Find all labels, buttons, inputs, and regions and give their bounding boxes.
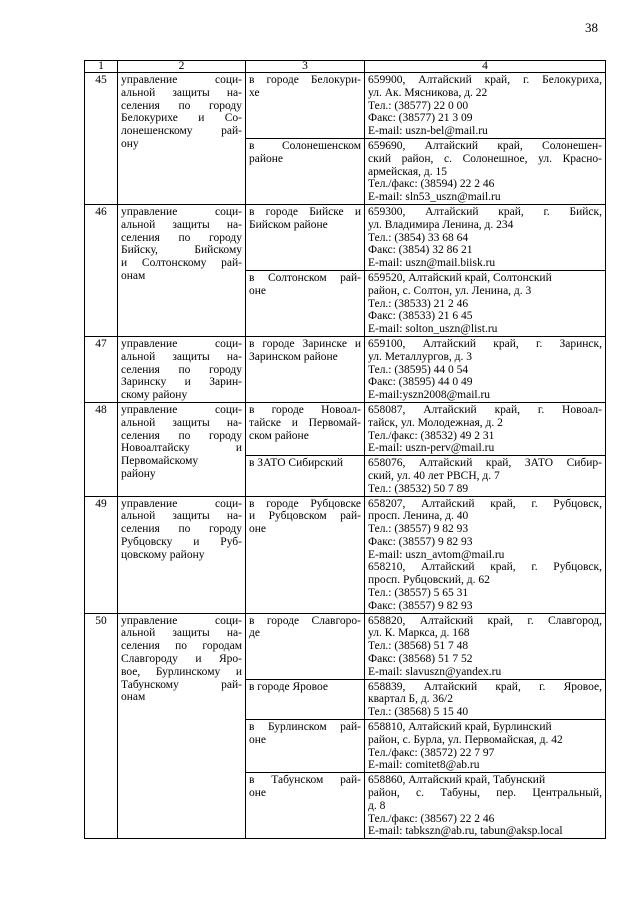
organization-line: альной защиты на- xyxy=(121,86,242,99)
location-cell xyxy=(246,720,365,773)
address-line: район, с. Бурла, ул. Первомайская, д. 42 xyxy=(368,733,563,746)
address-line: Факс: (3854) 32 86 21 xyxy=(368,244,473,257)
row-number: 50 xyxy=(85,613,118,839)
address-line: Факс: (38557) 9 82 93 xyxy=(368,535,473,548)
organization-line: управление соци- xyxy=(121,205,242,218)
organization-line: Первомайскому xyxy=(121,455,199,468)
organization-line: альной защиты на- xyxy=(121,350,242,363)
row-number: 49 xyxy=(85,496,118,613)
address-line: Тел./факс: (38572) 22 7 97 xyxy=(368,746,495,759)
organization-line: альной защиты на- xyxy=(121,510,242,523)
address-line: район, с. Солтон, ул. Ленина, д. 3 xyxy=(368,284,532,297)
address-line: д. 8 xyxy=(368,799,386,812)
organization-line: Рубцовску и Руб- xyxy=(121,535,242,548)
row-number: 47 xyxy=(85,336,118,402)
location-cell xyxy=(246,456,365,496)
header-col-3: 3 xyxy=(246,61,365,73)
organization-cell xyxy=(118,336,246,402)
address-line: Тел.: (38532) 50 7 89 xyxy=(368,482,469,495)
address-line: Тел./факс: (38532) 49 2 31 xyxy=(368,429,495,442)
organization-line: альной защиты на- xyxy=(121,218,242,231)
organization-line: Новоалтайску и xyxy=(121,442,242,455)
organization-line: альной защиты на- xyxy=(121,416,242,429)
organization-line: лонешенскому рай- xyxy=(121,125,242,138)
address-line: Тел.: (38568) 5 15 40 xyxy=(368,706,469,719)
organization-line: скому району xyxy=(121,389,188,402)
location-line: в Бурлинском рай- xyxy=(249,721,361,734)
organization-cell xyxy=(118,73,246,205)
address-line: просп. Рубцовский, д. 62 xyxy=(368,574,490,587)
header-col-1: 1 xyxy=(85,61,118,73)
address-line: Тел.: (3854) 33 68 64 xyxy=(368,231,469,244)
address-cell xyxy=(365,336,606,402)
address-line: Тел.: (38568) 51 7 48 xyxy=(368,640,469,653)
organization-line: управление соци- xyxy=(121,497,242,510)
organization-line: вое, Бурлинскому и xyxy=(121,665,242,678)
address-line: ул. Ак. Мясникова, д. 22 xyxy=(368,86,488,99)
location-line: в городе Бийске и xyxy=(249,205,361,218)
location-line: в городе Новоал- xyxy=(249,403,361,416)
address-cell xyxy=(365,613,606,679)
location-line: районе xyxy=(249,152,284,165)
location-cell xyxy=(246,73,365,139)
address-line: просп. Ленина, д. 40 xyxy=(368,510,469,523)
organization-line: цовскому району xyxy=(121,548,205,561)
address-cell xyxy=(365,73,606,139)
address-line: ский район, с. Солонешное, ул. Красно- xyxy=(368,152,602,165)
header-col-4: 4 xyxy=(365,61,606,73)
location-cell xyxy=(246,138,365,204)
organization-cell xyxy=(118,204,246,336)
address-line: 658820, Алтайский край, г. Славгород, xyxy=(368,614,602,627)
address-line: армейская, д. 15 xyxy=(368,165,447,178)
address-line: 658839, Алтайский край, г. Яровое, xyxy=(368,680,602,693)
table-row xyxy=(85,496,606,613)
organization-line: Славгороду и Яро- xyxy=(121,653,242,666)
address-cell xyxy=(365,204,606,270)
address-line: Тел.: (38577) 22 0 00 xyxy=(368,99,469,112)
location-cell xyxy=(246,613,365,679)
address-line: 659690, Алтайский край, Солонешен- xyxy=(368,139,602,152)
location-line: в городе Заринске и xyxy=(249,337,361,350)
organization-line: управление соци- xyxy=(121,74,242,86)
address-line: Тел.: (38595) 44 0 54 xyxy=(368,363,469,376)
organization-line: управление соци- xyxy=(121,403,242,416)
address-line: E-mail: solton_uszn@list.ru xyxy=(368,323,498,336)
address-line: 659100, Алтайский край, г. Заринск, xyxy=(368,337,602,350)
address-line: 659520, Алтайский край, Солтонский xyxy=(368,271,552,284)
address-line: Тел./факс: (38594) 22 2 46 xyxy=(368,178,495,191)
table-row xyxy=(85,204,606,270)
organization-line: Табунскому рай- xyxy=(121,678,242,691)
row-number: 48 xyxy=(85,402,118,496)
address-line: E-mail: uszn-bel@mail.ru xyxy=(368,125,488,138)
address-line: ул. К. Маркса, д. 168 xyxy=(368,627,470,640)
address-line: Факс: (38568) 51 7 52 xyxy=(368,653,473,666)
header-col-2: 2 xyxy=(118,61,246,73)
address-line: 658076, Алтайский край, ЗАТО Сибир- xyxy=(368,457,602,470)
organization-line: селения по городу xyxy=(121,231,242,244)
row-number: 45 xyxy=(85,73,118,205)
address-line: тайск, ул. Молодежная, д. 2 xyxy=(368,416,503,429)
location-line: хе xyxy=(249,86,260,99)
location-line: в ЗАТО Сибирский xyxy=(249,457,343,470)
location-line: Заринском районе xyxy=(249,350,338,363)
organization-line: селения по городу xyxy=(121,523,242,536)
organization-line: селения по городу xyxy=(121,99,242,112)
location-line: в городе Белокури- xyxy=(249,74,361,86)
organization-line: Заринску и Зарин- xyxy=(121,376,242,389)
address-line: 658860, Алтайский край, Табунский xyxy=(368,774,546,787)
location-cell xyxy=(246,773,365,839)
table-body xyxy=(85,73,606,839)
organization-cell xyxy=(118,402,246,496)
location-line: ском районе xyxy=(249,429,309,442)
organization-line: селения по городу xyxy=(121,429,242,442)
address-line: Факс: (38557) 9 82 93 xyxy=(368,599,473,612)
address-line: Факс: (38533) 21 6 45 xyxy=(368,310,473,323)
organization-line: управление соци- xyxy=(121,614,242,627)
table-row xyxy=(85,613,606,679)
organization-cell xyxy=(118,496,246,613)
address-line: E-mail: tabkszn@ab.ru, tabun@aksp.local xyxy=(368,825,563,838)
address-line: 658210, Алтайский край, г. Рубцовск, xyxy=(368,561,602,574)
address-line: 658087, Алтайский край, г. Новоал- xyxy=(368,403,602,416)
organization-line: онам xyxy=(121,269,146,282)
page-number: 38 xyxy=(585,20,598,35)
organization-cell xyxy=(118,613,246,839)
address-line: Факс: (38577) 21 3 09 xyxy=(368,112,473,125)
organization-line: Бийску, Бийскому xyxy=(121,244,242,257)
address-line: Тел.: (38557) 9 82 93 xyxy=(368,523,469,536)
location-line: и Рубцовском рай- xyxy=(249,510,361,523)
address-line: 659900, Алтайский край, г. Белокуриха, xyxy=(368,74,602,86)
contacts-table xyxy=(84,60,606,839)
table-row xyxy=(85,73,606,139)
location-line: де xyxy=(249,627,260,640)
address-cell xyxy=(365,679,606,719)
organization-line: ону xyxy=(121,137,139,150)
location-cell xyxy=(246,679,365,719)
location-line: оне xyxy=(249,284,267,297)
address-cell xyxy=(365,496,606,613)
organization-line: альной защиты на- xyxy=(121,627,242,640)
location-line: оне xyxy=(249,523,267,536)
address-line: квартал Б, д. 36/2 xyxy=(368,693,453,706)
location-cell xyxy=(246,204,365,270)
location-line: в Солтонском рай- xyxy=(249,271,361,284)
address-cell xyxy=(365,138,606,204)
organization-line: селения по городам xyxy=(121,640,242,653)
organization-line: району xyxy=(121,467,156,480)
address-line: Факс: (38595) 44 0 49 xyxy=(368,376,473,389)
address-line: 659300, Алтайский край, г. Бийск, xyxy=(368,205,602,218)
location-line: в городе Рубцовске xyxy=(249,497,361,510)
address-line: E-mail:yszn2008@mail.ru xyxy=(368,389,491,402)
location-line: Бийском районе xyxy=(249,218,328,231)
address-line: 658810, Алтайский край, Бурлинский xyxy=(368,721,552,734)
address-cell xyxy=(365,720,606,773)
address-line: E-mail: slavuszn@yandex.ru xyxy=(368,665,502,678)
location-cell xyxy=(246,496,365,613)
organization-line: онам xyxy=(121,691,146,704)
location-cell xyxy=(246,402,365,455)
table-row xyxy=(85,402,606,455)
address-line: E-mail: sln53_uszn@mail.ru xyxy=(368,191,501,204)
location-line: тайске и Первомай- xyxy=(249,416,361,429)
address-cell xyxy=(365,270,606,336)
address-line: 658207, Алтайский край, г. Рубцовск, xyxy=(368,497,602,510)
table-row xyxy=(85,336,606,402)
location-line: в городе Яровое xyxy=(249,680,329,693)
organization-line: и Солтонскому рай- xyxy=(121,257,242,270)
address-line: Тел.: (38557) 5 65 31 xyxy=(368,587,469,600)
address-line: район, с. Табуны, пер. Центральный, xyxy=(368,787,602,800)
location-line: в городе Славгоро- xyxy=(249,614,361,627)
location-line: оне xyxy=(249,733,267,746)
location-cell xyxy=(246,336,365,402)
address-cell xyxy=(365,773,606,839)
organization-line: управление соци- xyxy=(121,337,242,350)
address-line: ский, ул. 40 лет РВСН, д. 7 xyxy=(368,469,500,482)
address-line: ул. Владимира Ленина, д. 234 xyxy=(368,218,514,231)
address-line: Тел.: (38533) 21 2 46 xyxy=(368,297,469,310)
address-line: E-mail: uszn@mail.biisk.ru xyxy=(368,257,496,270)
location-cell xyxy=(246,270,365,336)
location-line: в Табунском рай- xyxy=(249,774,361,787)
address-cell xyxy=(365,402,606,455)
location-line: в Солонешенском xyxy=(249,139,361,152)
row-number: 46 xyxy=(85,204,118,336)
organization-line: Белокурихе и Со- xyxy=(121,112,242,125)
location-line: оне xyxy=(249,787,267,800)
address-cell xyxy=(365,456,606,496)
address-line: E-mail: uszn_avtom@mail.ru xyxy=(368,548,505,561)
address-line: Тел./факс: (38567) 22 2 46 xyxy=(368,812,495,825)
address-line: E-mail: comitet8@ab.ru xyxy=(368,759,480,772)
organization-line: селения по городу xyxy=(121,363,242,376)
address-line: ул. Металлургов, д. 3 xyxy=(368,350,472,363)
address-line: E-mail: uszn-perv@mail.ru xyxy=(368,442,495,455)
header-row xyxy=(85,61,606,73)
